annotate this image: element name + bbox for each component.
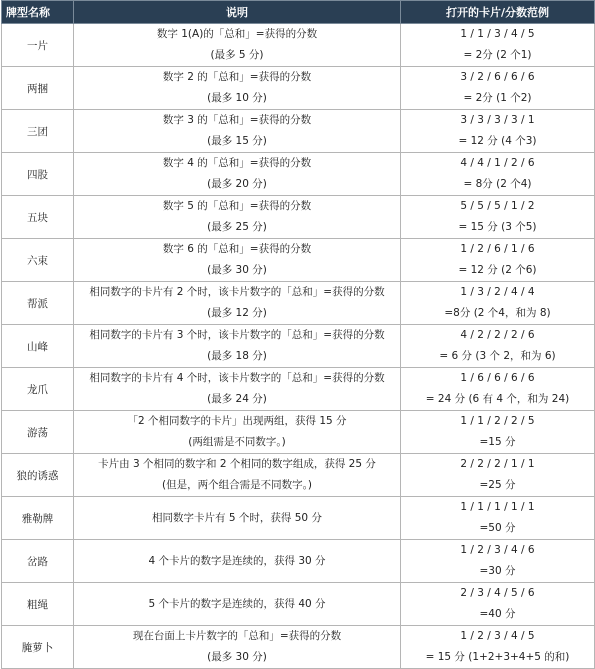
example-cell (401, 583, 595, 626)
description-line: (最多 5 分) (210, 49, 264, 61)
description-cell (74, 282, 401, 325)
table-row (2, 67, 595, 110)
description-line: 数字 4 的「总和」=获得的分数 (162, 157, 312, 169)
description-line: 相同数字的卡片有 4 个时，该卡片数字的「总和」=获得的分数 (89, 372, 385, 384)
hand-name-cell: 帮派 (2, 282, 74, 325)
example-cell (401, 368, 595, 411)
description-cell (74, 196, 401, 239)
description-line: 卡片由 3 个相同的数字和 2 个相同的数字组成，获得 25 分 (98, 458, 376, 470)
example-line: = 12 分 (2 个6) (458, 264, 537, 276)
hand-name-cell: 五块 (2, 196, 74, 239)
example-line: 1 / 6 / 6 / 6 / 6 (460, 372, 535, 384)
example-cell (401, 325, 595, 368)
hand-name-cell: 雅勒牌 (2, 497, 74, 540)
example-line: =15 分 (479, 436, 516, 448)
hand-name-cell: 两捆 (2, 67, 74, 110)
description-cell (74, 497, 401, 540)
header-description: 说明 (74, 1, 401, 24)
table-row (2, 196, 595, 239)
table-row (2, 368, 595, 411)
description-line: (最多 10 分) (207, 92, 267, 104)
description-line: (最多 25 分) (207, 221, 267, 233)
description-cell (74, 153, 401, 196)
example-line: 1 / 3 / 2 / 4 / 4 (460, 286, 535, 298)
table-row (2, 239, 595, 282)
example-line: = 24 分 (6 有 4 个，和为 24) (425, 393, 570, 405)
table-row (2, 497, 595, 540)
description-line: 数字 3 的「总和」=获得的分数 (162, 114, 312, 126)
description-line: 数字 6 的「总和」=获得的分数 (162, 243, 312, 255)
table-row (2, 24, 595, 67)
hand-name-cell: 山峰 (2, 325, 74, 368)
description-line: 相同数字的卡片有 2 个时，该卡片数字的「总和」=获得的分数 (89, 286, 385, 298)
description-line: 4 个卡片的数字是连续的，获得 30 分 (148, 554, 326, 567)
example-line: 1 / 2 / 3 / 4 / 6 (460, 544, 535, 556)
example-line: 1 / 1 / 2 / 2 / 5 (460, 415, 535, 427)
example-cell (401, 626, 595, 669)
example-cell (401, 239, 595, 282)
header-hand-name: 牌型名称 (2, 1, 74, 24)
example-line: 1 / 1 / 3 / 4 / 5 (460, 28, 535, 40)
description-cell (74, 411, 401, 454)
description-line: 数字 5 的「总和」=获得的分数 (162, 200, 312, 212)
hand-name-cell: 四股 (2, 153, 74, 196)
description-line: (最多 12 分) (207, 307, 267, 319)
description-cell (74, 325, 401, 368)
example-line: = 15 分 (3 个5) (458, 221, 537, 233)
description-line: 现在台面上卡片数字的「总和」=获得的分数 (132, 630, 342, 642)
description-line: (两组需是不同数字。) (188, 436, 286, 448)
example-line: =8分 (2 个4，和为 8) (444, 307, 551, 319)
description-line: (最多 30 分) (207, 264, 267, 276)
example-cell (401, 282, 595, 325)
hand-name-cell: 岔路 (2, 540, 74, 583)
table-row (2, 411, 595, 454)
example-line: 4 / 2 / 2 / 2 / 6 (460, 329, 535, 341)
hand-name-cell: 三团 (2, 110, 74, 153)
example-line: = 15 分 (1+2+3+4+5 的和) (425, 651, 570, 663)
description-line: 数字 1(A)的「总和」=获得的分数 (156, 28, 318, 40)
table-row (2, 110, 595, 153)
description-cell (74, 626, 401, 669)
description-cell (74, 583, 401, 626)
hand-name-cell: 腌萝卜 (2, 626, 74, 669)
example-cell (401, 497, 595, 540)
example-line: = 2分 (2 个1) (463, 49, 532, 61)
table-row (2, 282, 595, 325)
example-line: 3 / 2 / 6 / 6 / 6 (460, 71, 535, 83)
description-cell (74, 368, 401, 411)
description-line: 数字 2 的「总和」=获得的分数 (162, 71, 312, 83)
hand-name-cell: 六束 (2, 239, 74, 282)
example-line: = 2分 (1 个2) (463, 92, 532, 104)
example-line: =25 分 (479, 479, 516, 491)
header-example: 打开的卡片/分数范例 (401, 1, 595, 24)
description-cell (74, 24, 401, 67)
example-line: 5 / 5 / 5 / 1 / 2 (460, 200, 535, 212)
description-line: (最多 30 分) (207, 651, 267, 663)
table-row (2, 540, 595, 583)
description-line: (最多 15 分) (207, 135, 267, 147)
example-cell (401, 411, 595, 454)
header-row (2, 1, 595, 24)
example-cell (401, 196, 595, 239)
example-line: 4 / 4 / 1 / 2 / 6 (460, 157, 535, 169)
description-line: (最多 20 分) (207, 178, 267, 190)
description-cell (74, 454, 401, 497)
hand-name-cell: 粗绳 (2, 583, 74, 626)
description-line: 「2 个相同数字的卡片」出现两组，获得 15 分 (127, 415, 347, 427)
description-line: 5 个卡片的数字是连续的，获得 40 分 (148, 597, 326, 610)
hand-name-cell: 一片 (2, 24, 74, 67)
example-line: 2 / 3 / 4 / 5 / 6 (460, 587, 535, 599)
example-line: 1 / 2 / 6 / 1 / 6 (460, 243, 535, 255)
hand-types-table (1, 0, 595, 669)
hand-name-cell: 游荡 (2, 411, 74, 454)
example-cell (401, 153, 595, 196)
example-line: = 12 分 (4 个3) (458, 135, 537, 147)
example-line: 1 / 1 / 1 / 1 / 1 (460, 501, 535, 513)
hand-name-cell: 狼的诱惑 (2, 454, 74, 497)
example-line: 2 / 2 / 2 / 1 / 1 (460, 458, 535, 470)
hand-name-cell: 龙爪 (2, 368, 74, 411)
description-cell (74, 239, 401, 282)
example-line: = 8分 (2 个4) (463, 178, 532, 190)
description-line: 相同数字卡片有 5 个时，获得 50 分 (152, 511, 322, 524)
example-line: =50 分 (479, 522, 516, 534)
example-cell (401, 454, 595, 497)
example-line: 3 / 3 / 3 / 3 / 1 (460, 114, 535, 126)
description-cell (74, 540, 401, 583)
example-line: = 6 分 (3 个 2，和为 6) (439, 350, 556, 362)
table-row (2, 325, 595, 368)
description-line: (最多 18 分) (207, 350, 267, 362)
example-line: 1 / 2 / 3 / 4 / 5 (460, 630, 535, 642)
description-line: (最多 24 分) (207, 393, 267, 405)
example-cell (401, 540, 595, 583)
example-line: =30 分 (479, 565, 516, 577)
example-cell (401, 110, 595, 153)
table-row (2, 626, 595, 669)
table-row (2, 153, 595, 196)
description-line: (但是，两个组合需是不同数字。) (162, 479, 312, 491)
description-cell (74, 67, 401, 110)
example-cell (401, 67, 595, 110)
description-line: 相同数字的卡片有 3 个时，该卡片数字的「总和」=获得的分数 (89, 329, 385, 341)
table-row (2, 583, 595, 626)
table-row (2, 454, 595, 497)
example-cell (401, 24, 595, 67)
description-cell (74, 110, 401, 153)
example-line: =40 分 (479, 608, 516, 620)
